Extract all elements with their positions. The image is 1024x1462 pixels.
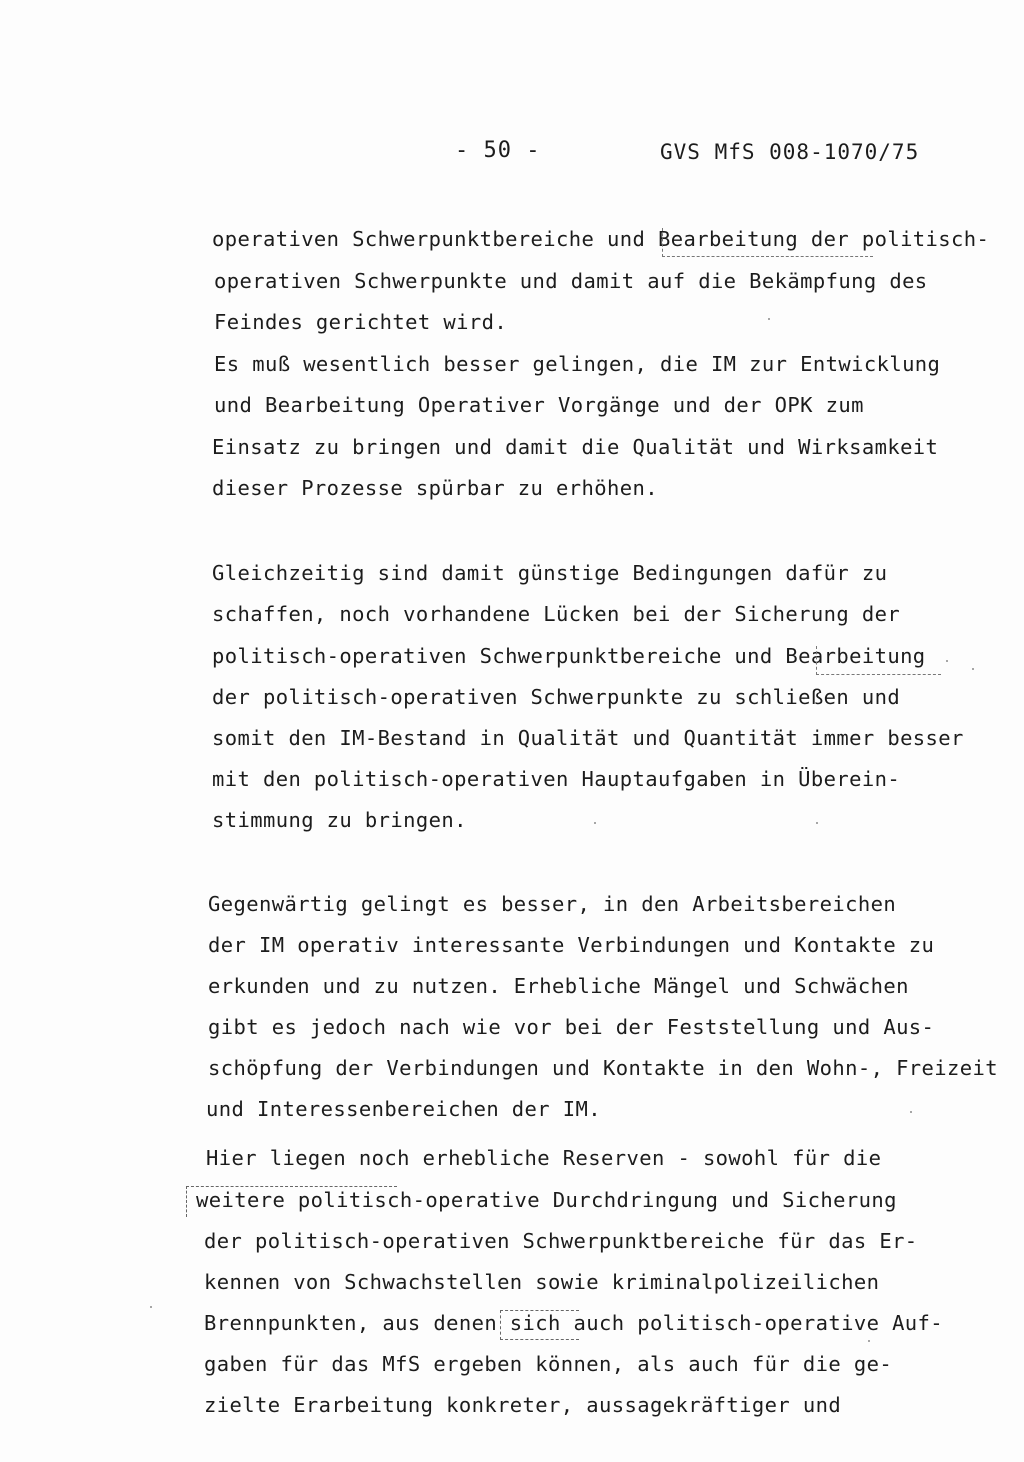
- text-line: operativen Schwerpunktbereiche und Bearbeitung der politisch-: [212, 227, 990, 251]
- text-line: zielte Erarbeitung konkreter, aussagekräftiger und: [204, 1393, 842, 1417]
- dashed-bracket-mark: [186, 1186, 397, 1217]
- text-line: der politisch-operativen Schwerpunktbereiche für das Er-: [204, 1229, 918, 1253]
- text-line: politisch-operativen Schwerpunktbereiche und Bearbeitung: [212, 644, 926, 668]
- text-line: Gleichzeitig sind damit günstige Bedingungen dafür zu: [212, 561, 888, 585]
- text-line: operativen Schwerpunkte und damit auf die Bekämpfung des: [214, 269, 928, 293]
- text-line: Feindes gerichtet wird.: [214, 310, 508, 334]
- document-reference: GVS MfS 008-1070/75: [660, 140, 920, 164]
- text-line: der IM operativ interessante Verbindungen und Kontakte zu: [208, 933, 935, 957]
- scan-speck: [150, 1306, 152, 1308]
- text-line: Einsatz zu bringen und damit die Qualität und Wirksamkeit: [212, 435, 939, 459]
- text-line: schöpfung der Verbindungen und Kontakte in den Wohn-, Freizeit: [208, 1056, 999, 1080]
- text-line: stimmung zu bringen.: [212, 808, 467, 832]
- text-line: dieser Prozesse spürbar zu erhöhen.: [212, 476, 658, 500]
- text-line: Brennpunkten, aus denen sich auch politisch-operative Auf-: [204, 1311, 944, 1335]
- text-line: Hier liegen noch erhebliche Reserven - sowohl für die: [206, 1146, 882, 1170]
- scan-speck: [946, 660, 948, 662]
- scan-speck: [868, 1340, 870, 1342]
- text-line: Es muß wesentlich besser gelingen, die IM zur Entwicklung: [214, 352, 941, 376]
- text-line: erkunden und zu nutzen. Erhebliche Mängel und Schwächen: [208, 974, 909, 998]
- text-line: Gegenwärtig gelingt es besser, in den Arbeitsbereichen: [208, 892, 897, 916]
- page-number: - 50 -: [455, 138, 541, 163]
- text-line: und Bearbeitung Operativer Vorgänge und der OPK zum: [214, 393, 864, 417]
- dashed-bracket-mark: [500, 1310, 579, 1340]
- text-line: mit den politisch-operativen Hauptaufgaben in Überein-: [212, 767, 901, 791]
- scan-speck: [910, 1111, 912, 1113]
- scan-speck: [594, 822, 596, 824]
- scan-speck: [972, 668, 974, 670]
- scan-speck: [816, 822, 818, 824]
- text-line: und Interessenbereichen der IM.: [206, 1097, 602, 1121]
- text-line: kennen von Schwachstellen sowie kriminalpolizeilichen: [204, 1270, 880, 1294]
- text-line: gibt es jedoch nach wie vor bei der Feststellung und Aus-: [208, 1015, 935, 1039]
- scan-speck: [768, 318, 770, 320]
- dashed-underline-mark: [662, 228, 873, 257]
- dashed-underline-mark: [816, 646, 941, 675]
- text-line: der politisch-operativen Schwerpunkte zu schließen und: [212, 685, 901, 709]
- text-line: gaben für das MfS ergeben können, als auch für die ge-: [204, 1352, 893, 1376]
- text-line: somit den IM-Bestand in Qualität und Quantität immer besser: [212, 726, 964, 750]
- text-line: weitere politisch-operative Durchdringung und Sicherung: [196, 1188, 897, 1212]
- text-line: schaffen, noch vorhandene Lücken bei der Sicherung der: [212, 602, 901, 626]
